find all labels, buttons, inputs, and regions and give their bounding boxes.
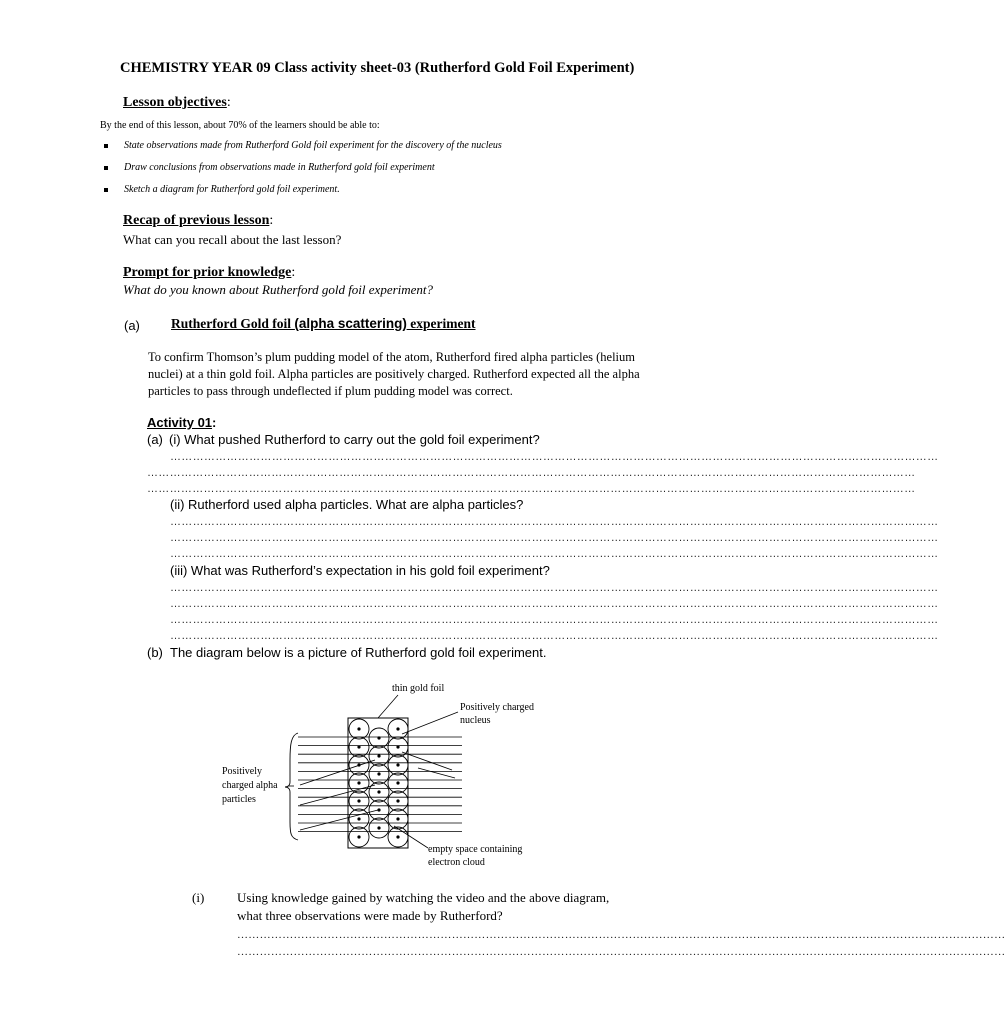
answer-line[interactable]: ……………………………………………………………………………………………………………………………………………………………………………………: [170, 451, 939, 463]
section-a-para-line: nuclei) at a thin gold foil. Alpha particles are positively charged. Rutherford expected all the alpha: [148, 367, 640, 381]
objective-item: Draw conclusions from observations made in Rutherford gold foil experiment: [124, 162, 435, 173]
section-a-para-line: particles to pass through undeflected if plum pudding model was correct.: [148, 384, 513, 398]
nucleus-dot: [396, 817, 399, 820]
pointer-nucleus: [402, 712, 458, 734]
question-a-iii: (iii) What was Rutherford’s expectation in his gold foil experiment?: [170, 563, 550, 578]
nucleus-dot: [377, 808, 380, 811]
nucleus-dot: [377, 736, 380, 739]
question-a-label: (a): [147, 432, 163, 447]
answer-line[interactable]: ……………………………………………………………………………………………………………………………………………………………………………………: [147, 483, 916, 495]
answer-line[interactable]: ……………………………………………………………………………………………………………………………………………………………………………………: [170, 516, 939, 528]
label-nucleus-line1: Positively charged: [460, 702, 534, 713]
recap-colon: :: [269, 213, 274, 228]
deflected-path-line: [300, 810, 378, 830]
question-i-line1: Using knowledge gained by watching the video and the above diagram,: [237, 890, 610, 905]
label-alpha-line2: charged alpha: [222, 780, 278, 791]
answer-line[interactable]: ……………………………………………………………………………………………………………………………………………………………………………………: [237, 929, 1005, 941]
answer-line[interactable]: ……………………………………………………………………………………………………………………………………………………………………………………: [170, 630, 939, 642]
nucleus-dot: [357, 763, 360, 766]
objectives-heading: Lesson objectives: [123, 95, 227, 110]
nucleus-dot: [357, 781, 360, 784]
answer-line[interactable]: ……………………………………………………………………………………………………………………………………………………………………………………: [170, 598, 939, 610]
question-a-i: (i) What pushed Rutherford to carry out the gold foil experiment?: [169, 432, 540, 447]
deflected-path-line: [402, 752, 452, 770]
nucleus-dot: [396, 745, 399, 748]
answer-line[interactable]: ……………………………………………………………………………………………………………………………………………………………………………………: [170, 532, 939, 544]
recap-heading: Recap of previous lesson: [123, 213, 270, 228]
question-b-label: (b): [147, 645, 163, 660]
nucleus-dot: [377, 790, 380, 793]
question-a-ii: (ii) Rutherford used alpha particles. What are alpha particles?: [170, 497, 524, 512]
alpha-bracket: [285, 733, 298, 840]
section-a-label: (a): [124, 318, 140, 333]
deflected-path-line: [300, 785, 375, 805]
answer-line[interactable]: ……………………………………………………………………………………………………………………………………………………………………………………: [147, 467, 916, 479]
nucleus-dot: [377, 826, 380, 829]
nucleus-dot: [396, 781, 399, 784]
objective-item: State observations made from Rutherford Gold foil experiment for the discovery of the nucleus: [124, 140, 502, 151]
label-empty-space-line1: empty space containing: [428, 844, 523, 855]
recap-text: What can you recall about the last lesson?: [123, 232, 342, 247]
nucleus-dot: [377, 754, 380, 757]
answer-line[interactable]: ……………………………………………………………………………………………………………………………………………………………………………………: [237, 946, 1005, 958]
label-nucleus-line2: nucleus: [460, 715, 491, 726]
deflected-path-line: [300, 760, 375, 785]
objectives-intro: By the end of this lesson, about 70% of the learners should be able to:: [100, 120, 380, 131]
diagram-labels: [222, 683, 534, 868]
prompt-colon: :: [291, 265, 296, 280]
pointer-foil: [378, 695, 398, 718]
answer-line[interactable]: ……………………………………………………………………………………………………………………………………………………………………………………: [170, 582, 939, 594]
label-thin-gold-foil: thin gold foil: [392, 683, 445, 694]
answer-line[interactable]: ……………………………………………………………………………………………………………………………………………………………………………………: [170, 614, 939, 626]
label-alpha-line1: Positively: [222, 766, 263, 777]
nucleus-dot: [396, 835, 399, 838]
answer-line[interactable]: ……………………………………………………………………………………………………………………………………………………………………………………: [170, 548, 939, 560]
question-i-label: (i): [192, 890, 205, 905]
section-a-para-line: To confirm Thomson’s plum pudding model of the atom, Rutherford fired alpha particles (helium: [148, 350, 635, 364]
section-a-heading-part3: experiment: [406, 316, 476, 331]
label-empty-space-line2: electron cloud: [428, 857, 485, 868]
question-b: The diagram below is a picture of Rutherford gold foil experiment.: [170, 645, 547, 660]
prompt-heading: Prompt for prior knowledge: [123, 265, 292, 280]
section-a-heading-part2: (alpha scattering): [294, 316, 407, 331]
activity-colon: :: [212, 415, 217, 430]
objectives-heading-colon: :: [226, 95, 231, 110]
prompt-text: What do you known about Rutherford gold foil experiment?: [123, 282, 434, 297]
question-i-line2: what three observations were made by Rutherford?: [237, 908, 503, 923]
nucleus-dot: [357, 745, 360, 748]
page-title: CHEMISTRY YEAR 09 Class activity sheet-03 (Rutherford Gold Foil Experiment): [120, 60, 635, 76]
nucleus-dot: [396, 727, 399, 730]
nucleus-dot: [377, 772, 380, 775]
nucleus-dot: [357, 835, 360, 838]
nucleus-dot: [396, 799, 399, 802]
nucleus-dot: [357, 817, 360, 820]
section-a-heading-part1: Rutherford Gold foil: [171, 316, 295, 331]
nucleus-dot: [396, 763, 399, 766]
nucleus-dot: [357, 799, 360, 802]
gold-foil-structure: [298, 718, 462, 848]
activity-heading: Activity 01: [147, 415, 213, 430]
objective-item: Sketch a diagram for Rutherford gold foil experiment.: [124, 184, 340, 195]
label-alpha-line3: particles: [222, 794, 256, 805]
nucleus-dot: [357, 727, 360, 730]
